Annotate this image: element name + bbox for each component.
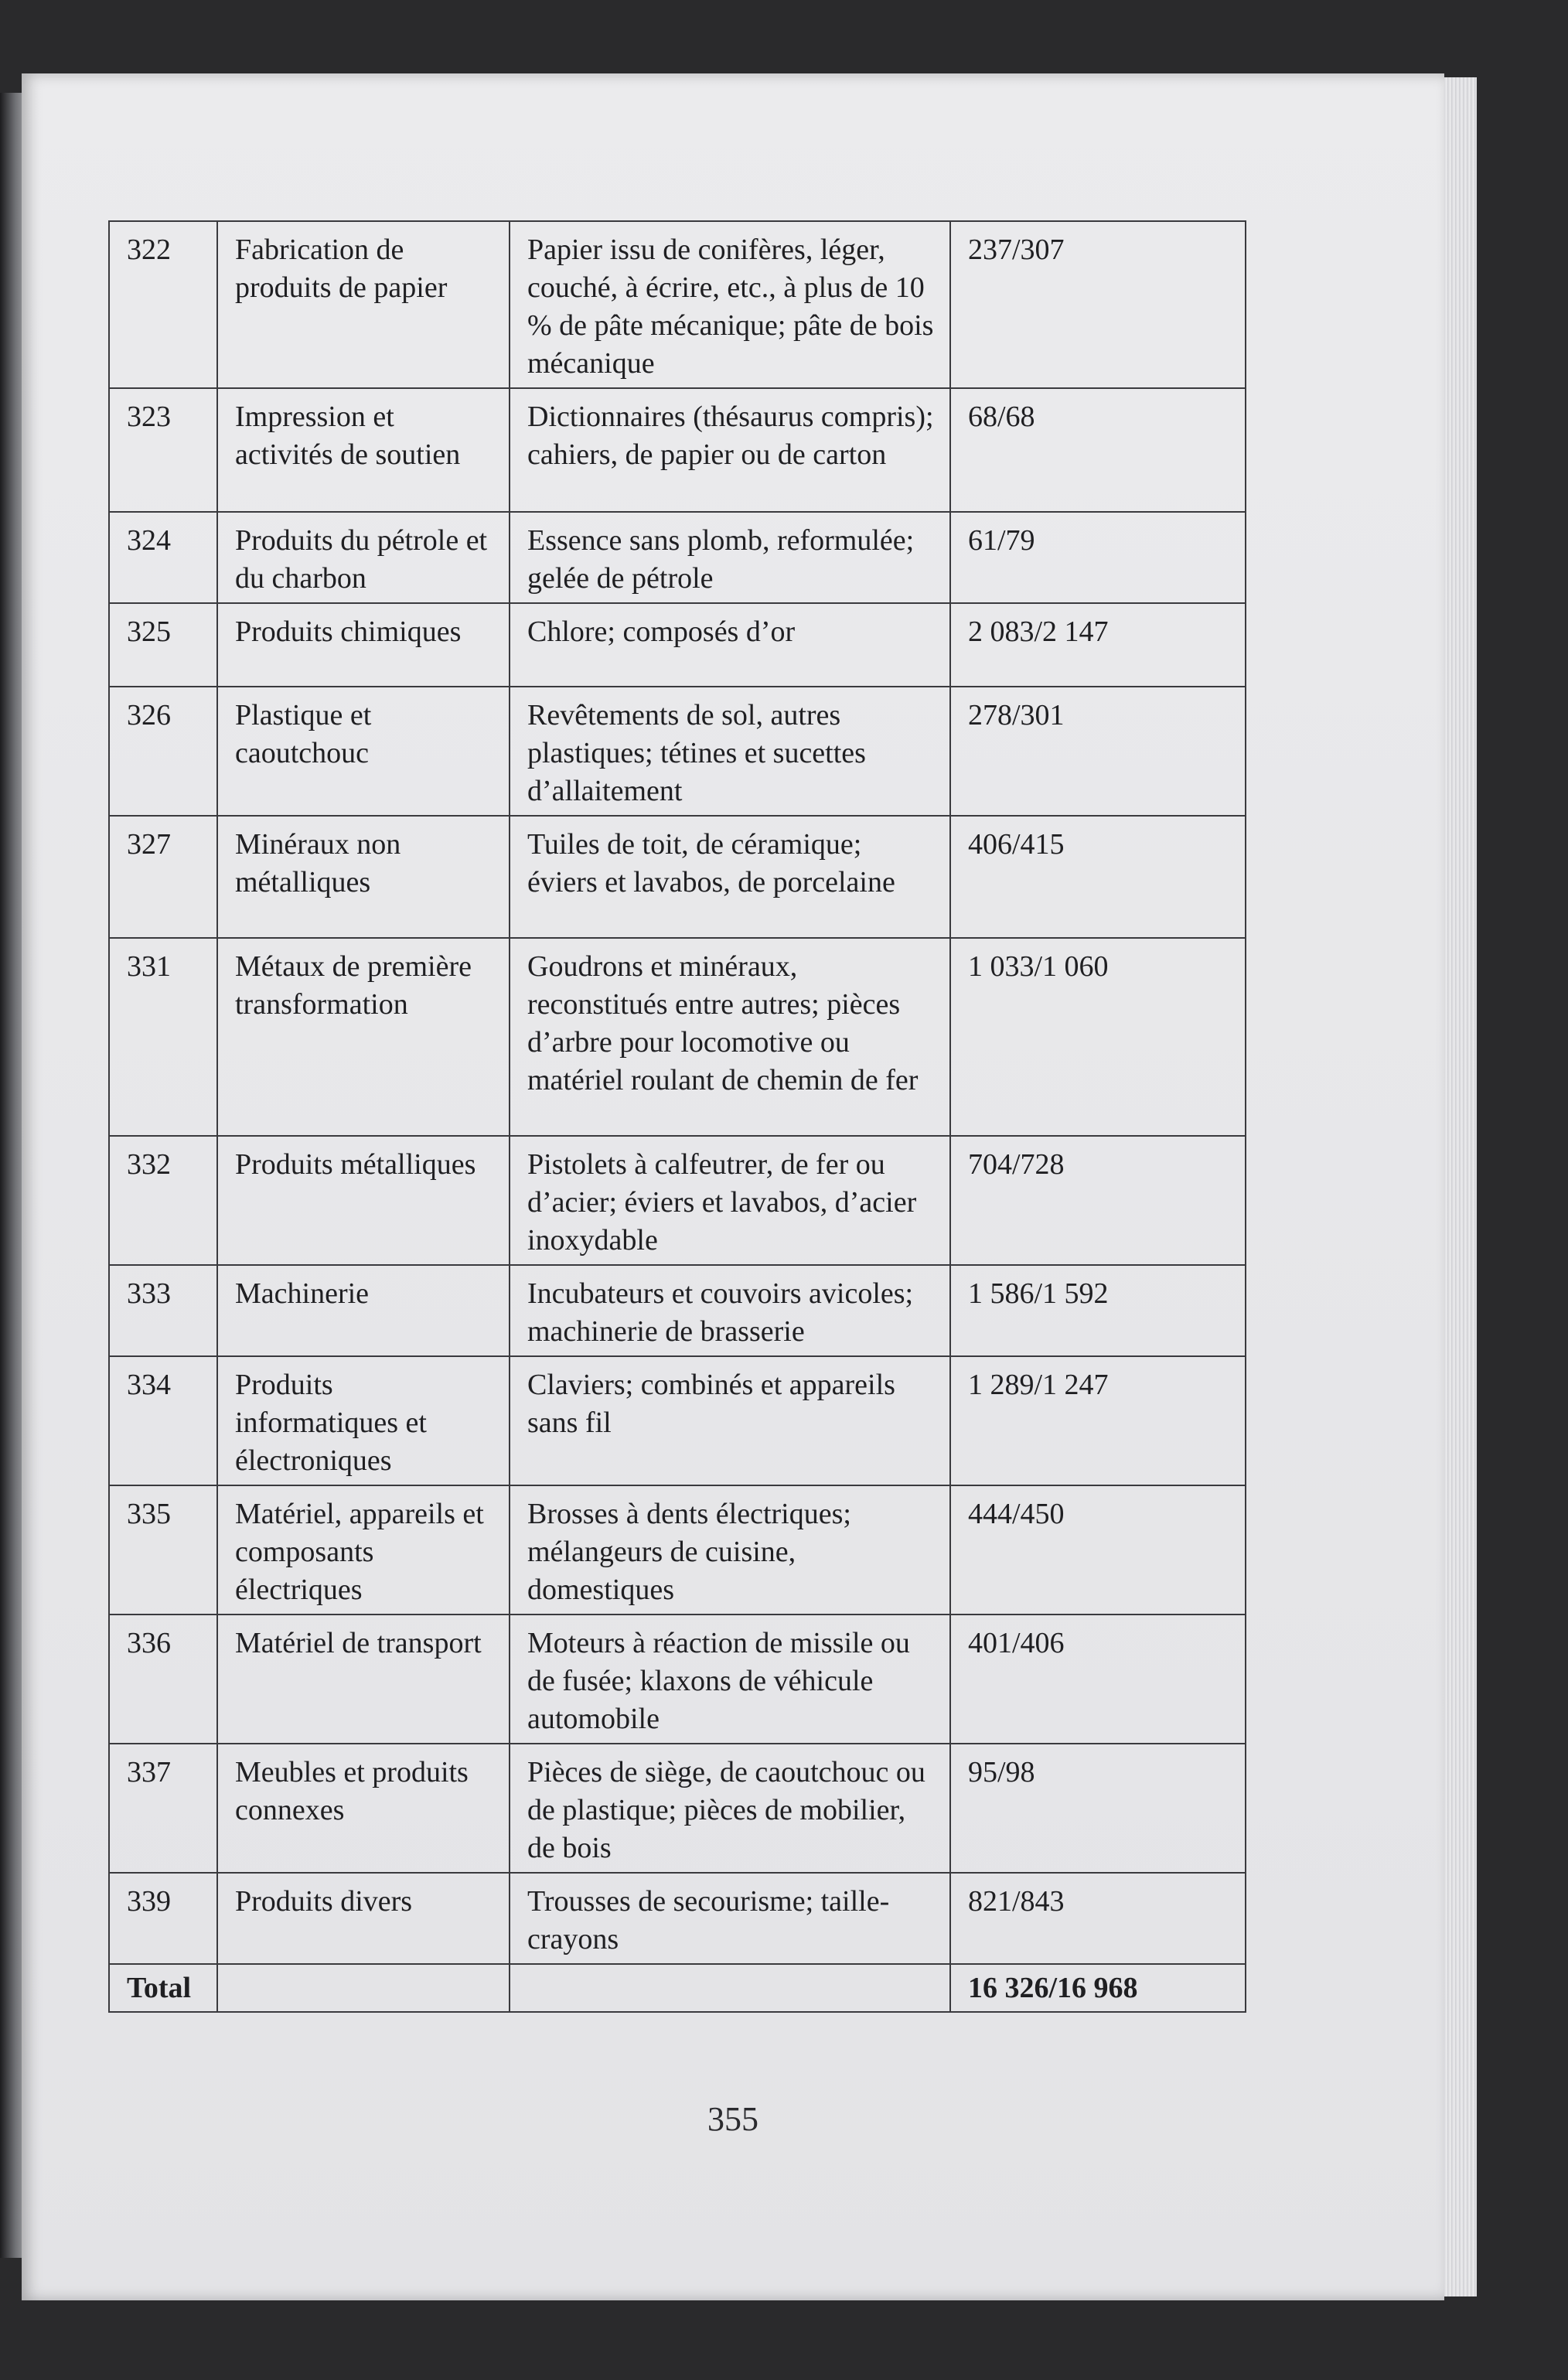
count-cell: 237/307 — [950, 221, 1246, 388]
count-cell: 821/843 — [950, 1873, 1246, 1964]
count-cell: 1 586/1 592 — [950, 1265, 1246, 1356]
sector-code-cell: 339 — [109, 1873, 217, 1964]
table-row — [109, 221, 1246, 388]
products-cell: Papier issu de conifères, léger, couché, à écrire, etc., à plus de 10 % de pâte mécanique; pâte de bois mécanique — [510, 221, 950, 388]
sector-table-container — [108, 220, 1245, 2013]
sector-name-cell: Matériel de transport — [217, 1615, 510, 1744]
sector-name-cell: Produits chimiques — [217, 603, 510, 687]
sector-name-cell: Produits informatiques et électroniques — [217, 1356, 510, 1485]
products-cell: Brosses à dents électriques; mélangeurs de cuisine, domestiques — [510, 1485, 950, 1615]
sector-name-cell: Produits du pétrole et du charbon — [217, 512, 510, 603]
products-cell: Chlore; composés d’or — [510, 603, 950, 687]
count-cell: 68/68 — [950, 388, 1246, 512]
sector-code-cell: 332 — [109, 1136, 217, 1265]
table-row — [109, 1265, 1246, 1356]
sector-code-cell: 337 — [109, 1744, 217, 1873]
total-count-cell: 16 326/16 968 — [950, 1964, 1246, 2012]
sector-code-cell: 323 — [109, 388, 217, 512]
products-cell: Pistolets à calfeutrer, de fer ou d’acier; éviers et lavabos, d’acier inoxydable — [510, 1136, 950, 1265]
sector-table — [108, 220, 1246, 2013]
table-row — [109, 512, 1246, 603]
products-cell: Essence sans plomb, reformulée; gelée de pétrole — [510, 512, 950, 603]
table-row — [109, 1744, 1246, 1873]
sector-code-cell: 336 — [109, 1615, 217, 1744]
sector-code-cell: 326 — [109, 687, 217, 816]
table-row — [109, 938, 1246, 1136]
count-cell: 1 289/1 247 — [950, 1356, 1246, 1485]
table-row — [109, 388, 1246, 512]
sector-code-cell: 324 — [109, 512, 217, 603]
count-cell: 61/79 — [950, 512, 1246, 603]
count-cell: 95/98 — [950, 1744, 1246, 1873]
sector-code-cell: 322 — [109, 221, 217, 388]
book-left-edge — [0, 93, 22, 2258]
sector-name-cell: Matériel, appareils et composants électriques — [217, 1485, 510, 1615]
count-cell: 2 083/2 147 — [950, 603, 1246, 687]
products-cell: Pièces de siège, de caoutchouc ou de plastique; pièces de mobilier, de bois — [510, 1744, 950, 1873]
count-cell: 401/406 — [950, 1615, 1246, 1744]
products-cell: Moteurs à réaction de missile ou de fusée; klaxons de véhicule automobile — [510, 1615, 950, 1744]
total-empty-cell — [217, 1964, 510, 2012]
table-row — [109, 1485, 1246, 1615]
table-row — [109, 1873, 1246, 1964]
sector-name-cell: Machinerie — [217, 1265, 510, 1356]
page-number: 355 — [707, 2100, 758, 2138]
sector-code-cell: 334 — [109, 1356, 217, 1485]
products-cell: Claviers; combinés et appareils sans fil — [510, 1356, 950, 1485]
table-row — [109, 1136, 1246, 1265]
count-cell: 704/728 — [950, 1136, 1246, 1265]
table-row — [109, 603, 1246, 687]
total-empty-cell — [510, 1964, 950, 2012]
table-row — [109, 1356, 1246, 1485]
products-cell: Tuiles de toit, de céramique; éviers et lavabos, de porcelaine — [510, 816, 950, 938]
sector-name-cell: Produits divers — [217, 1873, 510, 1964]
count-cell: 278/301 — [950, 687, 1246, 816]
sector-code-cell: 327 — [109, 816, 217, 938]
sector-name-cell: Fabrication de produits de papier — [217, 221, 510, 388]
sector-code-cell: 325 — [109, 603, 217, 687]
products-cell: Trousses de secourisme; taille-crayons — [510, 1873, 950, 1964]
table-row — [109, 687, 1246, 816]
products-cell: Revêtements de sol, autres plastiques; tétines et sucettes d’allaitement — [510, 687, 950, 816]
count-cell: 444/450 — [950, 1485, 1246, 1615]
sector-code-cell: 331 — [109, 938, 217, 1136]
sector-name-cell: Meubles et produits connexes — [217, 1744, 510, 1873]
sector-name-cell: Métaux de première transformation — [217, 938, 510, 1136]
table-row — [109, 1615, 1246, 1744]
total-row — [109, 1964, 1246, 2012]
products-cell: Dictionnaires (thésaurus compris); cahiers, de papier ou de carton — [510, 388, 950, 512]
products-cell: Incubateurs et couvoirs avicoles; machinerie de brasserie — [510, 1265, 950, 1356]
sector-name-cell: Produits métalliques — [217, 1136, 510, 1265]
table-row — [109, 816, 1246, 938]
sector-name-cell: Impression et activités de soutien — [217, 388, 510, 512]
total-label-cell: Total — [109, 1964, 217, 2012]
sector-code-cell: 335 — [109, 1485, 217, 1615]
sector-code-cell: 333 — [109, 1265, 217, 1356]
sector-name-cell: Plastique et caoutchouc — [217, 687, 510, 816]
sector-name-cell: Minéraux non métalliques — [217, 816, 510, 938]
count-cell: 406/415 — [950, 816, 1246, 938]
count-cell: 1 033/1 060 — [950, 938, 1246, 1136]
products-cell: Goudrons et minéraux, reconstitués entre autres; pièces d’arbre pour locomotive ou matériel roulant de chemin de fer — [510, 938, 950, 1136]
page-stack-edge — [1444, 77, 1477, 2296]
